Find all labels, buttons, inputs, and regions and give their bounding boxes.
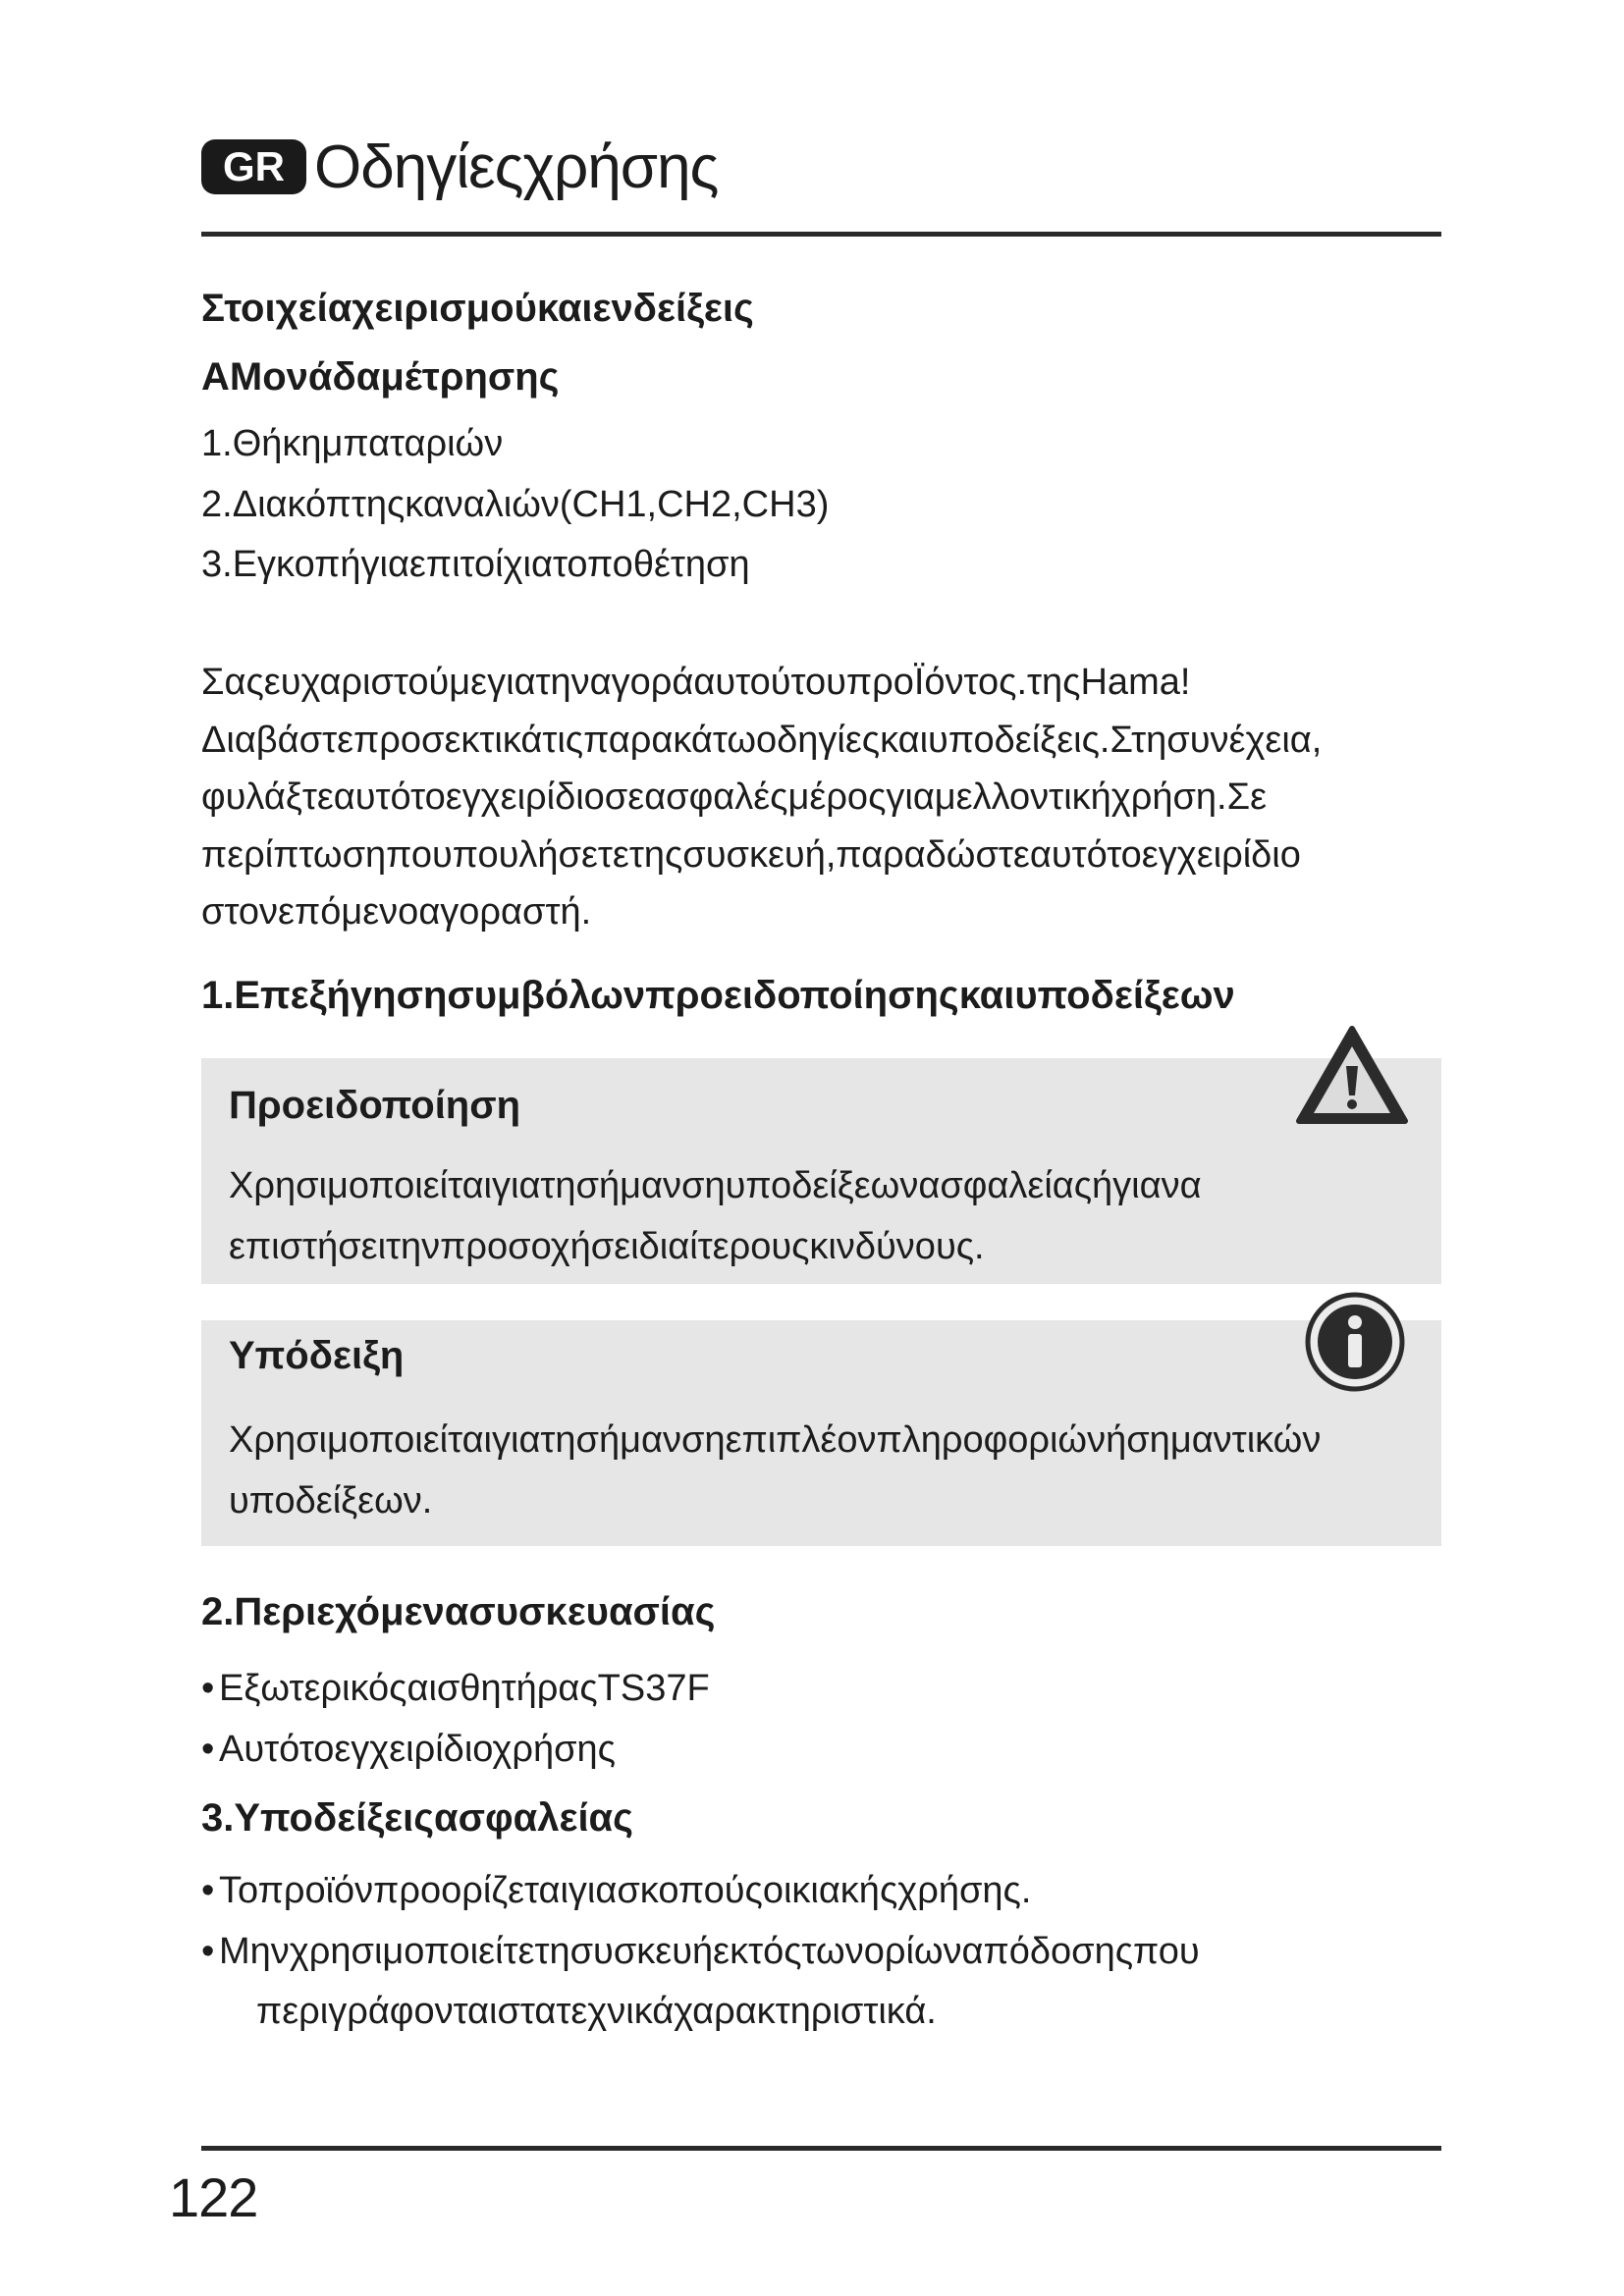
section-3	[201, 1794, 1441, 1842]
bullet: •	[201, 1870, 215, 1911]
paragraph-line: φυλάξτεαυτότοεγχειρίδιοσεασφαλέςμέροςγιαμελλοντικήχρήση.Σε	[201, 776, 1268, 819]
note-text	[229, 1411, 1402, 1531]
warning-line: Χρησιμοποιείταιγιατησήμανσηυποδείξεωνασφαλείαςήγιανα	[229, 1165, 1202, 1206]
bullet: •	[201, 1930, 215, 1972]
list-item-text: Αυτότοεγχειρίδιοχρήσης	[219, 1728, 616, 1770]
section-1	[201, 972, 1441, 1019]
list-item	[201, 1922, 1441, 1983]
controls-section	[201, 285, 1441, 332]
paragraph-line: Διαβάστεπροσεκτικάτιςπαρακάτωοδηγίεςκαιυποδείξεις.Στησυνέχεια,	[201, 719, 1323, 761]
footer-divider	[201, 2146, 1441, 2151]
warning-text	[229, 1156, 1402, 1277]
bullet: •	[201, 1728, 215, 1770]
info-icon	[1304, 1291, 1406, 1398]
list-item	[201, 1659, 1441, 1720]
list-item	[201, 1861, 1441, 1922]
note-callout	[201, 1320, 1441, 1546]
warning-title: Προειδοποίηση	[229, 1084, 521, 1127]
warning-triangle-icon	[1294, 1023, 1410, 1136]
controls-heading: Στοιχείαχειρισμούκαιενδείξεις	[201, 287, 754, 330]
section-2-heading: 2.Περιεχόμενασυσκευασίας	[201, 1590, 716, 1633]
list-item: 2.Διακόπτηςκαναλιών(CH1,CH2,CH3)	[201, 483, 830, 525]
language-badge: GR	[201, 139, 306, 194]
note-line: Χρησιμοποιείταιγιατησήμανσηεπιπλέονπληροφοριώνήσημαντικών	[229, 1419, 1322, 1461]
page-header	[201, 128, 718, 206]
list-item-continuation: περιγράφονταιστατεχνικάχαρακτηριστικά.	[256, 1991, 937, 2033]
section-1-heading: 1.Επεξήγησησυμβόλωνπροειδοποίησηςκαιυποδείξεων	[201, 974, 1235, 1017]
list-item	[201, 1720, 1441, 1781]
list-item: 1.Θήκημπαταριών	[201, 423, 504, 464]
bullet: •	[201, 1668, 215, 1709]
warning-callout	[201, 1058, 1441, 1284]
note-title: Υπόδειξη	[229, 1334, 405, 1377]
note-line: υποδείξεων.	[229, 1479, 433, 1522]
paragraph-line: ΣαςευχαριστούμεγιατηναγοράαυτούτουπροΪόντος.τηςHama!	[201, 662, 1191, 703]
measuring-unit-block	[201, 353, 1441, 400]
list-item-text: Τοπροϊόνπροορίζεταιγιασκοπούςοικιακήςχρήσης.	[219, 1870, 1032, 1911]
page-number: 122	[169, 2166, 258, 2228]
warning-line: επιστήσειτηνπροσοχήσειδιαίτερουςκινδύνους.	[229, 1225, 985, 1267]
section-3-heading: 3.Υποδείξειςασφαλείας	[201, 1796, 633, 1840]
measuring-unit-heading: AΜονάδαμέτρησης	[201, 355, 560, 399]
package-contents-list	[201, 1659, 1441, 1780]
list-item-text: ΕξωτερικόςαισθητήραςTS37F	[219, 1668, 710, 1709]
safety-list	[201, 1861, 1441, 2043]
list-item-text: Μηνχρησιμοποιείτετησυσκευήεκτόςτωνορίωναπόδοσηςπου	[219, 1930, 1200, 1972]
header-divider	[201, 232, 1441, 237]
page-title: Οδηγίεςχρήσης	[314, 133, 719, 201]
list-item: 3.Εγκοπήγιαεπιτοίχιατοποθέτηση	[201, 544, 750, 586]
section-2	[201, 1588, 1441, 1635]
paragraph-line: στονεπόμενοαγοραστή.	[201, 891, 592, 934]
paragraph-line: περίπτωσηπουπουλήσετετηςσυσκευή,παραδώστεαυτότοεγχειρίδιο	[201, 833, 1301, 876]
controls-list	[201, 414, 1441, 596]
intro-paragraph	[201, 654, 1441, 941]
